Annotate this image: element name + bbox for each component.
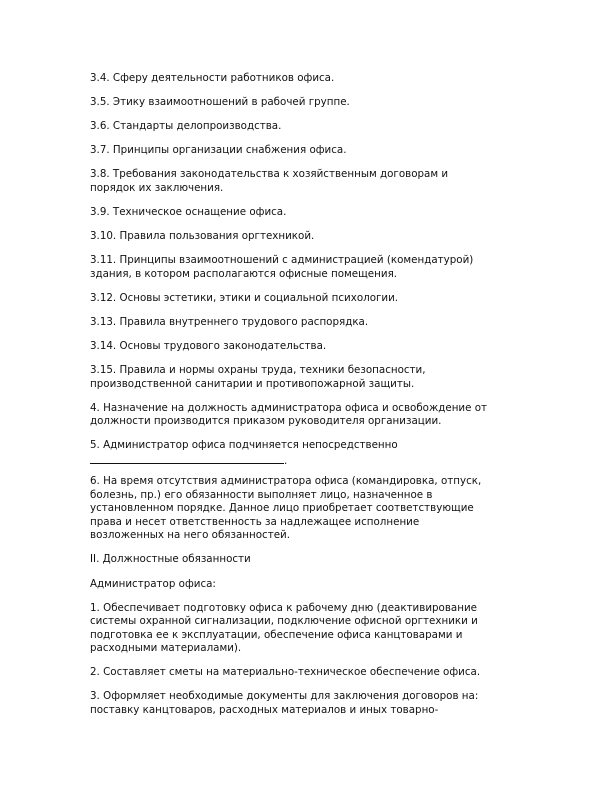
- paragraph-3-9: [90, 206, 520, 220]
- paragraph-3-7: [90, 144, 520, 158]
- blank-underline: [90, 453, 284, 464]
- paragraph-3-10: [90, 230, 520, 244]
- paragraph-3-12: [90, 292, 520, 306]
- paragraph-3-11: [90, 254, 520, 281]
- text-line: 6. На время отсутствия администратора офиса (командировка, отпуск,: [90, 475, 482, 488]
- text-line: болезнь, пр.) его обязанности выполняет лицо, назначенное в: [90, 488, 433, 501]
- text-line: 3.12. Основы эстетики, этики и социальной психологии.: [90, 291, 399, 304]
- text-line: 3.6. Стандарты делопроизводства.: [90, 120, 282, 133]
- paragraph-3-6: [90, 120, 520, 134]
- duty-3: [90, 690, 520, 717]
- blank-trailing-period: .: [284, 454, 288, 467]
- paragraph-3-15: [90, 364, 520, 391]
- paragraph-5: [90, 439, 520, 465]
- text-line: 3.7. Принципы организации снабжения офиса.: [90, 144, 347, 157]
- text-line: 3.4. Сферу деятельности работников офиса.: [90, 72, 335, 84]
- text-line: II. Должностные обязанности: [90, 553, 251, 566]
- text-line: 3.11. Принципы взаимоотношений с администрацией (комендатурой): [90, 254, 474, 267]
- document-page: [90, 72, 520, 728]
- text-line: установленном порядке. Данное лицо приобретает соответствующие: [90, 502, 474, 515]
- paragraph-4: [90, 402, 520, 429]
- paragraph-6: [90, 475, 520, 543]
- text-line: расходными материалами).: [90, 642, 242, 655]
- text-line: 2. Составляет сметы на материально-техническое обеспечение офиса.: [90, 666, 481, 679]
- duty-2: [90, 666, 520, 680]
- text-line: 3.10. Правила пользования оргтехникой.: [90, 230, 315, 243]
- text-line: возложенных на него обязанностей.: [90, 529, 291, 542]
- text-line: Администратор офиса:: [90, 577, 216, 590]
- text-line: права и несет ответственность за надлежащее исполнение: [90, 515, 420, 528]
- duty-1: [90, 602, 520, 656]
- section-heading-duties: [90, 553, 520, 567]
- duties-intro: [90, 578, 520, 592]
- text-line: производственной санитарии и противопожарной защиты.: [90, 377, 415, 390]
- text-line: порядок их заключения.: [90, 181, 224, 194]
- text-line: 3.13. Правила внутреннего трудового распорядка.: [90, 315, 369, 328]
- text-line: 3.15. Правила и нормы охраны труда, техники безопасности,: [90, 364, 426, 377]
- text-line: здания, в котором располагаются офисные помещения.: [90, 267, 398, 280]
- text-line: 3. Оформляет необходимые документы для заключения договоров на:: [90, 690, 479, 703]
- text-line: должности производится приказом руководителя организации.: [90, 415, 442, 428]
- paragraph-3-13: [90, 316, 520, 330]
- paragraph-3-8: [90, 168, 520, 195]
- text-line: 3.9. Техническое оснащение офиса.: [90, 205, 287, 218]
- paragraph-3-14: [90, 340, 520, 354]
- text-line: 4. Назначение на должность администратора офиса и освобождение от: [90, 401, 488, 414]
- paragraph-3-4: [90, 72, 520, 86]
- text-line: 3.5. Этику взаимоотношений в рабочей группе.: [90, 96, 350, 109]
- text-line: 5. Администратор офиса подчиняется непосредственно: [90, 439, 398, 452]
- text-line: 3.14. Основы трудового законодательства.: [90, 339, 327, 352]
- fill-in-line: [90, 453, 520, 465]
- text-line: системы охранной сигнализации, подключение офисной оргтехники и: [90, 615, 478, 628]
- text-line: 3.8. Требования законодательства к хозяйственным договорам и: [90, 168, 449, 181]
- paragraph-3-5: [90, 96, 520, 110]
- text-line: подготовка ее к эксплуатации, обеспечение офиса канцтоварами и: [90, 628, 463, 641]
- text-line: поставку канцтоваров, расходных материалов и иных товарно-: [90, 703, 439, 716]
- text-line: 1. Обеспечивает подготовку офиса к рабочему дню (деактивирование: [90, 601, 477, 614]
